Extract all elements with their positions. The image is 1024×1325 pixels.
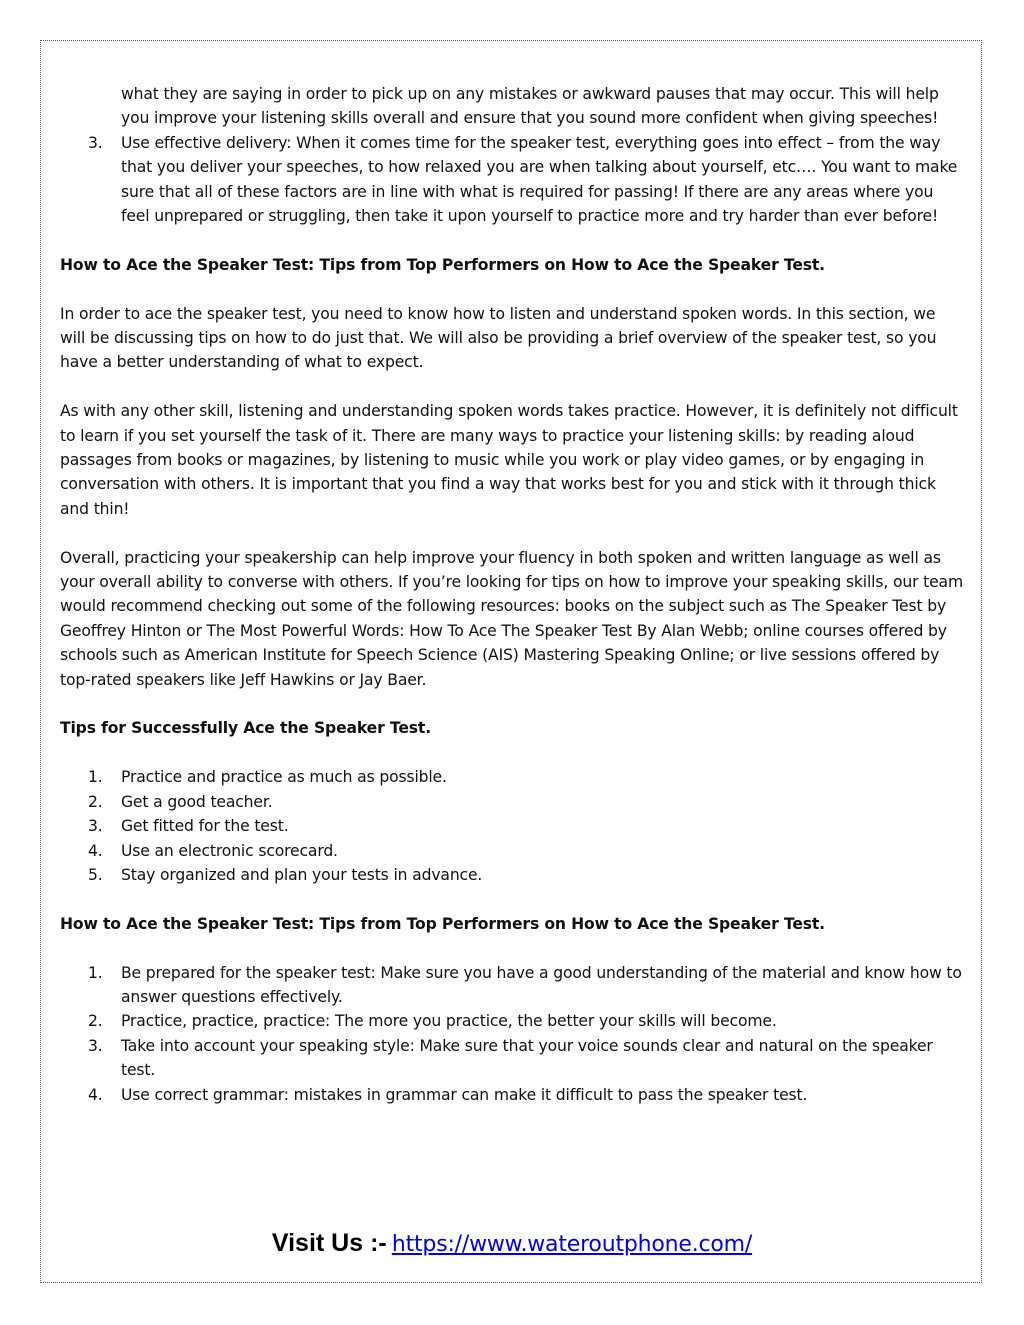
list-number: 3.	[88, 817, 103, 836]
intro-continuation: what they are saying in order to pick up on any mistakes or awkward pauses that may occur. This will help you improve your listening skills overall and ensure that you sound more confident when giving speeches!	[121, 85, 939, 128]
list-item-text: Practice and practice as much as possible.	[121, 768, 447, 787]
website-link[interactable]: https://www.wateroutphone.com/	[391, 1232, 753, 1257]
list-item-text: Use effective delivery: When it comes time for the speaker test, everything goes into effect – from the way that you deliver your speeches, to how relaxed you are when talking about yourself, etc…. You want to make sure that all of these factors are in line with what is required for passing! If there are any areas where you feel unprepared or struggling, then take it upon yourself to practice more and try harder than ever before!	[121, 133, 958, 226]
list-item	[60, 790, 965, 814]
list-number: 5.	[88, 865, 103, 884]
list-number: 1.	[88, 963, 103, 982]
intro-list-item	[60, 131, 965, 229]
list-item	[60, 839, 965, 863]
visit-us-label: Visit Us :-	[271, 1229, 387, 1257]
footer	[0, 1229, 1024, 1258]
list-number: 2.	[88, 1012, 103, 1031]
list-number: 1.	[88, 768, 103, 787]
list-item	[60, 765, 965, 789]
list-item-text: Be prepared for the speaker test: Make sure you have a good understanding of the material and know how to answer questions effectively.	[121, 963, 962, 1006]
list-number: 3.	[88, 1036, 103, 1055]
document-body	[60, 82, 965, 1107]
list-item	[60, 1083, 965, 1107]
list-item-text: Get a good teacher.	[121, 792, 273, 811]
tips-list	[60, 765, 965, 887]
list-item-text: Stay organized and plan your tests in advance.	[121, 865, 483, 884]
list-item-text: Use correct grammar: mistakes in grammar can make it difficult to pass the speaker test.	[121, 1085, 808, 1104]
paragraph: In order to ace the speaker test, you need to know how to listen and understand spoken words. In this section, we will be discussing tips on how to do just that. We will also be providing a brief overview of the speaker test, so you have a better understanding of what to expect.	[60, 304, 937, 372]
list-item	[60, 814, 965, 838]
list-item-text: Practice, practice, practice: The more you practice, the better your skills will become.	[121, 1012, 777, 1031]
section-heading: How to Ace the Speaker Test: Tips from Top Performers on How to Ace the Speaker Test.	[60, 255, 825, 274]
section-heading: Tips for Successfully Ace the Speaker Test.	[60, 719, 431, 738]
list-item-text: Take into account your speaking style: Make sure that your voice sounds clear and natural on the speaker test.	[121, 1036, 933, 1080]
list-number: 3.	[88, 133, 103, 152]
paragraph: As with any other skill, listening and understanding spoken words takes practice. However, it is definitely not difficult to learn if you set yourself the task of it. There are many ways to practice your listening skills: by reading aloud passages from books or magazines, by listening to music while you work or play video games, or by engaging in conversation with others. It is important that you find a way that works best for you and stick with it through thick and thin!	[60, 402, 958, 518]
list-item	[60, 961, 965, 1010]
performer-tips-list	[60, 961, 965, 1107]
list-item	[60, 1034, 965, 1083]
paragraph: Overall, practicing your speakership can help improve your fluency in both spoken and written language as well as your overall ability to converse with others. If you’re looking for tips on how to improve your speaking skills, our team would recommend checking out some of the following resources: books on the subject such as The Speaker Test by Geoffrey Hinton or The Most Powerful Words: How To Ace The Speaker Test By Alan Webb; online courses offered by schools such as American Institute for Speech Science (AIS) Mastering Speaking Online; or live sessions offered by top-rated speakers like Jeff Hawkins or Jay Baer.	[60, 548, 963, 689]
list-number: 2.	[88, 792, 103, 811]
list-item	[60, 863, 965, 887]
list-number: 4.	[88, 841, 103, 860]
list-item	[60, 1009, 965, 1033]
list-item-text: Get fitted for the test.	[121, 817, 289, 836]
section-heading: How to Ace the Speaker Test: Tips from Top Performers on How to Ace the Speaker Test.	[60, 914, 825, 933]
list-item-text: Use an electronic scorecard.	[121, 841, 338, 860]
list-number: 4.	[88, 1085, 103, 1104]
